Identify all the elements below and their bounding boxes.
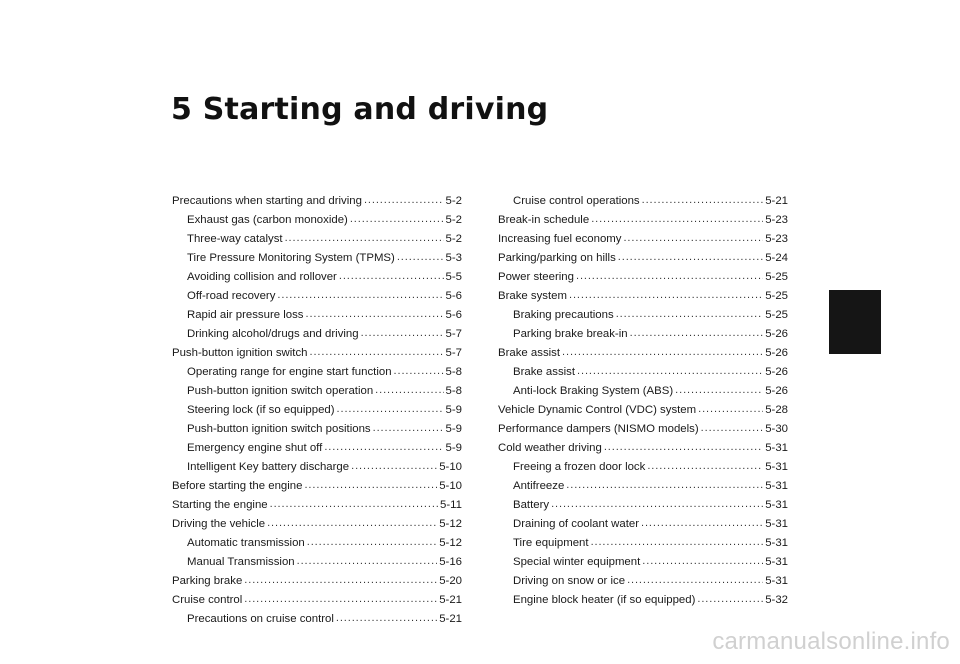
toc-entry[interactable] <box>498 591 788 610</box>
toc-entry-title: Starting the engine <box>172 499 268 511</box>
toc-entry-page: 5-2 <box>445 195 462 207</box>
toc-entry-page: 5-6 <box>445 290 462 302</box>
toc-entry-title: Driving the vehicle <box>172 518 266 530</box>
toc-entry[interactable] <box>498 306 788 325</box>
toc-entry[interactable] <box>498 268 788 287</box>
toc-leader-dots <box>337 400 444 419</box>
toc-entry-page: 5-32 <box>765 594 788 606</box>
toc-entry-page: 5-31 <box>765 556 788 568</box>
toc-entry-title: Antifreeze <box>513 480 565 492</box>
toc-leader-dots <box>698 400 763 419</box>
toc-entry-title: Rapid air pressure loss <box>187 309 304 321</box>
toc-leader-dots <box>361 324 444 343</box>
toc-entry-page: 5-31 <box>765 499 788 511</box>
toc-leader-dots <box>627 571 763 590</box>
toc-entry-page: 5-20 <box>439 575 462 587</box>
toc-entry-page: 5-9 <box>445 442 462 454</box>
toc-leader-dots <box>562 343 763 362</box>
toc-entry-page: 5-16 <box>439 556 462 568</box>
toc-leader-dots <box>373 419 444 438</box>
toc-entry-page: 5-26 <box>765 347 788 359</box>
toc-entry-title: Battery <box>513 499 550 511</box>
toc-entry-title: Parking/parking on hills <box>498 252 616 264</box>
toc-entry-title: Anti-lock Braking System (ABS) <box>513 385 674 397</box>
toc-entry-title: Power steering <box>498 271 574 283</box>
toc-entry-page: 5-2 <box>445 233 462 245</box>
toc-entry[interactable] <box>172 230 462 249</box>
toc-entry-title: Braking precautions <box>513 309 614 321</box>
toc-entry[interactable] <box>498 344 788 363</box>
toc-leader-dots <box>623 229 763 248</box>
toc-entry[interactable] <box>498 553 788 572</box>
toc-entry-title: Brake assist <box>498 347 561 359</box>
toc-entry-page: 5-7 <box>445 328 462 340</box>
toc-leader-dots <box>277 286 443 305</box>
toc-leader-dots <box>351 457 437 476</box>
toc-entry-title: Brake system <box>498 290 567 302</box>
toc-entry-page: 5-25 <box>765 290 788 302</box>
toc-leader-dots <box>304 476 437 495</box>
chapter-tab-marker <box>829 290 881 354</box>
toc-entry-page: 5-10 <box>439 461 462 473</box>
toc-entry[interactable] <box>172 458 462 477</box>
toc-entry[interactable] <box>172 268 462 287</box>
toc-leader-dots <box>267 514 437 533</box>
toc-entry-title: Push-button ignition switch positions <box>187 423 371 435</box>
toc-leader-dots <box>297 552 438 571</box>
toc-entry-page: 5-31 <box>765 518 788 530</box>
toc-leader-dots <box>642 552 763 571</box>
toc-entry[interactable] <box>172 553 462 572</box>
toc-entry-title: Off-road recovery <box>187 290 276 302</box>
toc-entry-page: 5-31 <box>765 442 788 454</box>
toc-entry[interactable] <box>498 477 788 496</box>
toc-entry-page: 5-31 <box>765 575 788 587</box>
toc-leader-dots <box>310 343 444 362</box>
toc-entry-title: Steering lock (if so equipped) <box>187 404 335 416</box>
toc-entry[interactable] <box>172 477 462 496</box>
toc-entry[interactable] <box>172 439 462 458</box>
toc-entry[interactable] <box>172 610 462 629</box>
toc-entry[interactable] <box>498 420 788 439</box>
toc-entry[interactable] <box>172 572 462 591</box>
toc-entry-title: Cruise control <box>172 594 243 606</box>
toc-entry[interactable] <box>498 249 788 268</box>
toc-entry-title: Operating range for engine start function <box>187 366 392 378</box>
toc-entry[interactable] <box>172 344 462 363</box>
toc-entry-page: 5-23 <box>765 214 788 226</box>
toc-entry-title: Before starting the engine <box>172 480 303 492</box>
toc-entry-title: Precautions on cruise control <box>187 613 334 625</box>
toc-column-right <box>498 192 788 610</box>
toc-entry[interactable] <box>172 306 462 325</box>
toc-entry-title: Brake assist <box>513 366 576 378</box>
toc-entry[interactable] <box>498 192 788 211</box>
toc-leader-dots <box>397 248 444 267</box>
toc-column-left <box>172 192 462 629</box>
toc-entry-page: 5-23 <box>765 233 788 245</box>
toc-entry-page: 5-31 <box>765 461 788 473</box>
toc-entry[interactable] <box>498 515 788 534</box>
toc-entry[interactable] <box>498 401 788 420</box>
toc-entry-page: 5-21 <box>439 613 462 625</box>
toc-entry[interactable] <box>172 287 462 306</box>
toc-entry[interactable] <box>172 496 462 515</box>
toc-leader-dots <box>697 590 763 609</box>
toc-entry-page: 5-25 <box>765 309 788 321</box>
toc-entry[interactable] <box>172 382 462 401</box>
toc-entry-title: Avoiding collision and rollover <box>187 271 337 283</box>
toc-entry-page: 5-8 <box>445 385 462 397</box>
toc-entry-title: Increasing fuel economy <box>498 233 622 245</box>
toc-entry[interactable] <box>172 534 462 553</box>
toc-entry-title: Performance dampers (NISMO models) <box>498 423 699 435</box>
toc-entry-page: 5-24 <box>765 252 788 264</box>
toc-entry[interactable] <box>498 534 788 553</box>
toc-leader-dots <box>270 495 438 514</box>
toc-leader-dots <box>324 438 443 457</box>
toc-leader-dots <box>375 381 443 400</box>
toc-leader-dots <box>569 286 763 305</box>
toc-entry-title: Freeing a frozen door lock <box>513 461 646 473</box>
toc-leader-dots <box>576 267 763 286</box>
toc-leader-dots <box>630 324 764 343</box>
toc-leader-dots <box>285 229 444 248</box>
toc-entry-page: 5-12 <box>439 518 462 530</box>
toc-leader-dots <box>647 457 763 476</box>
toc-entry[interactable] <box>498 230 788 249</box>
toc-leader-dots <box>364 191 444 210</box>
toc-leader-dots <box>618 248 763 267</box>
toc-entry-page: 5-2 <box>445 214 462 226</box>
toc-entry[interactable] <box>172 591 462 610</box>
toc-leader-dots <box>616 305 764 324</box>
toc-entry[interactable] <box>498 325 788 344</box>
toc-entry[interactable] <box>498 287 788 306</box>
toc-entry[interactable] <box>172 192 462 211</box>
toc-leader-dots <box>244 571 437 590</box>
toc-entry-page: 5-12 <box>439 537 462 549</box>
toc-entry-page: 5-26 <box>765 385 788 397</box>
toc-leader-dots <box>307 533 437 552</box>
toc-entry-page: 5-6 <box>445 309 462 321</box>
toc-entry-page: 5-26 <box>765 366 788 378</box>
toc-entry[interactable] <box>172 211 462 230</box>
toc-entry-page: 5-8 <box>445 366 462 378</box>
watermark: carmanualsonline.info <box>712 628 950 655</box>
toc-leader-dots <box>350 210 444 229</box>
toc-entry-title: Parking brake break-in <box>513 328 628 340</box>
toc-entry-title: Automatic transmission <box>187 537 305 549</box>
toc-entry-page: 5-5 <box>445 271 462 283</box>
toc-entry-page: 5-3 <box>445 252 462 264</box>
toc-entry-title: Engine block heater (if so equipped) <box>513 594 696 606</box>
toc-entry[interactable] <box>498 439 788 458</box>
toc-leader-dots <box>641 514 763 533</box>
toc-entry-page: 5-28 <box>765 404 788 416</box>
toc-leader-dots <box>244 590 437 609</box>
chapter-title: 5 Starting and driving <box>171 92 549 127</box>
toc-entry-title: Manual Transmission <box>187 556 295 568</box>
toc-entry-page: 5-25 <box>765 271 788 283</box>
toc-entry[interactable] <box>498 572 788 591</box>
toc-entry-title: Draining of coolant water <box>513 518 639 530</box>
toc-entry[interactable] <box>172 249 462 268</box>
toc-entry[interactable] <box>172 401 462 420</box>
toc-entry-title: Driving on snow or ice <box>513 575 626 587</box>
toc-entry[interactable] <box>172 325 462 344</box>
toc-leader-dots <box>701 419 764 438</box>
toc-entry-title: Emergency engine shut off <box>187 442 323 454</box>
toc-entry-title: Cruise control operations <box>513 195 640 207</box>
toc-entry-title: Precautions when starting and driving <box>172 195 362 207</box>
toc-leader-dots <box>336 609 437 628</box>
toc-entry-page: 5-9 <box>445 423 462 435</box>
toc-entry-page: 5-11 <box>440 499 462 511</box>
toc-entry-page: 5-9 <box>445 404 462 416</box>
toc-entry-title: Break-in schedule <box>498 214 590 226</box>
toc-entry-title: Tire equipment <box>513 537 589 549</box>
toc-entry-title: Push-button ignition switch <box>172 347 308 359</box>
toc-entry-page: 5-21 <box>765 195 788 207</box>
toc-leader-dots <box>306 305 444 324</box>
toc-entry[interactable] <box>498 496 788 515</box>
toc-entry[interactable] <box>498 211 788 230</box>
toc-entry-title: Cold weather driving <box>498 442 602 454</box>
toc-entry-page: 5-31 <box>765 537 788 549</box>
toc-entry-page: 5-7 <box>445 347 462 359</box>
toc-leader-dots <box>577 362 763 381</box>
toc-leader-dots <box>591 533 764 552</box>
toc-entry[interactable] <box>498 382 788 401</box>
toc-entry-title: Three-way catalyst <box>187 233 283 245</box>
toc-entry-page: 5-31 <box>765 480 788 492</box>
toc-entry[interactable] <box>498 363 788 382</box>
toc-entry-page: 5-30 <box>765 423 788 435</box>
toc-entry-title: Push-button ignition switch operation <box>187 385 374 397</box>
toc-entry[interactable] <box>172 363 462 382</box>
toc-entry-title: Parking brake <box>172 575 243 587</box>
toc-leader-dots <box>675 381 763 400</box>
toc-entry-title: Drinking alcohol/drugs and driving <box>187 328 359 340</box>
toc-entry[interactable] <box>172 515 462 534</box>
toc-leader-dots <box>339 267 444 286</box>
toc-leader-dots <box>604 438 763 457</box>
toc-entry-title: Tire Pressure Monitoring System (TPMS) <box>187 252 395 264</box>
toc-entry[interactable] <box>498 458 788 477</box>
toc-leader-dots <box>551 495 763 514</box>
toc-leader-dots <box>394 362 444 381</box>
toc-leader-dots <box>566 476 763 495</box>
toc-entry-page: 5-21 <box>439 594 462 606</box>
toc-leader-dots <box>591 210 763 229</box>
toc-entry-page: 5-10 <box>439 480 462 492</box>
toc-leader-dots <box>642 191 764 210</box>
toc-entry-page: 5-26 <box>765 328 788 340</box>
toc-entry-title: Vehicle Dynamic Control (VDC) system <box>498 404 697 416</box>
toc-entry-title: Special winter equipment <box>513 556 641 568</box>
toc-entry[interactable] <box>172 420 462 439</box>
toc-entry-title: Exhaust gas (carbon monoxide) <box>187 214 348 226</box>
toc-entry-title: Intelligent Key battery discharge <box>187 461 350 473</box>
